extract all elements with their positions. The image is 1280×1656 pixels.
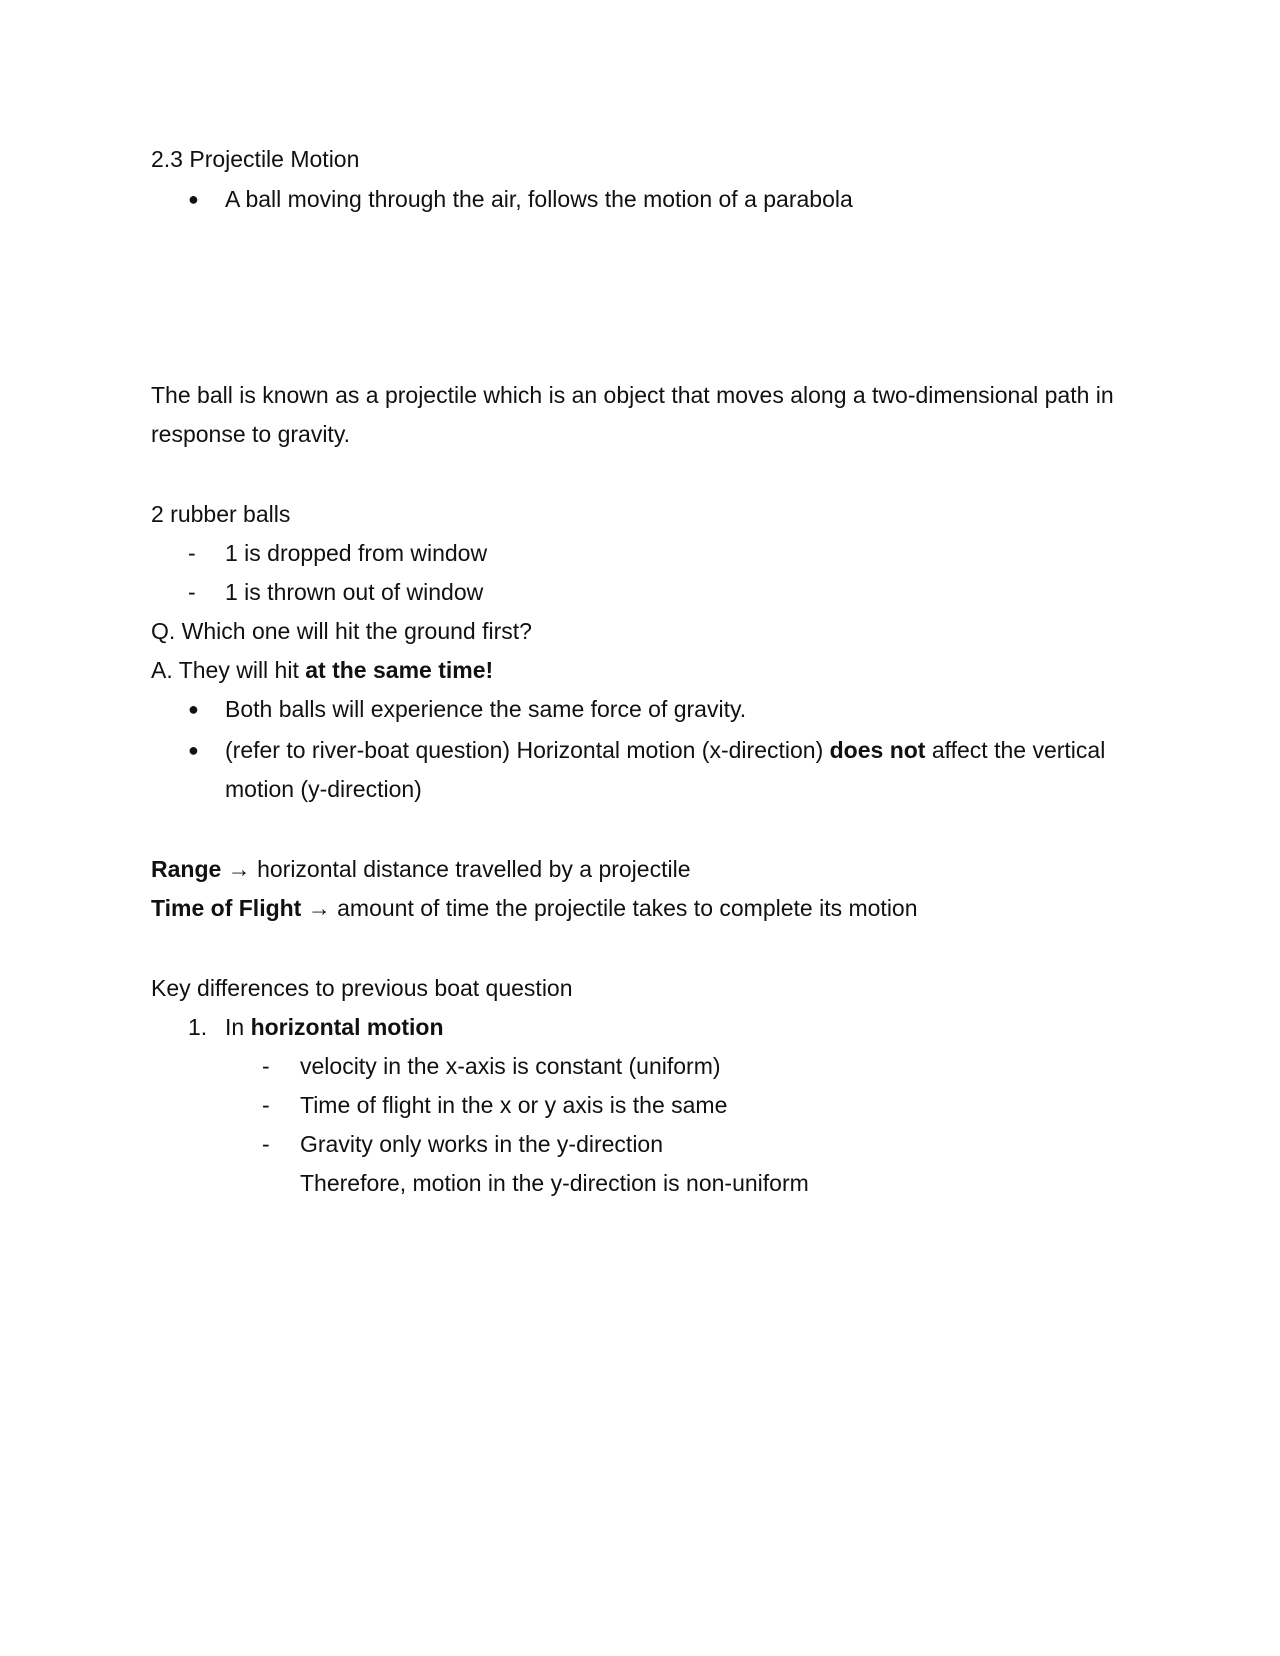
range-definition (151, 850, 690, 889)
bullet-icon: ● (188, 189, 199, 209)
therefore-text: Therefore, motion in the y-direction is non-uniform (300, 1170, 809, 1196)
intro-bullet-text: A ball moving through the air, follows the motion of a parabola (225, 186, 853, 212)
answer-bullet-2 (225, 731, 1105, 770)
answer-bullet-2-pre: (refer to river-boat question) Horizontal motion (x-direction) (225, 737, 830, 763)
answer-text (151, 651, 493, 690)
answer-bullet-1: Both balls will experience the same force of gravity. (225, 696, 747, 722)
tof-term: Time of Flight (151, 895, 302, 921)
sub-item: velocity in the x-axis is constant (uniform) (300, 1053, 721, 1079)
sub-item: Gravity only works in the y-direction (300, 1131, 664, 1157)
answer-prefix: A. They will hit (151, 657, 306, 683)
numbered-item-1 (225, 1008, 444, 1047)
projectile-definition-line1: The ball is known as a projectile which is an object that moves along a two-dimensional path in (151, 382, 1114, 408)
section-heading: 2.3 Projectile Motion (151, 146, 360, 172)
answer-bold: at the same time! (305, 657, 494, 683)
bullet-icon: ● (188, 740, 199, 760)
range-term: Range (151, 856, 222, 882)
list-number: 1. (188, 1014, 208, 1040)
dash-icon: - (188, 579, 196, 605)
key-differences-heading: Key differences to previous boat question (151, 975, 573, 1001)
answer-bullet-2-line2: motion (y-direction) (225, 776, 422, 802)
numbered-item-prefix: In (225, 1014, 251, 1040)
range-def: → horizontal distance travelled by a projectile (221, 856, 691, 882)
projectile-definition-line2: response to gravity. (151, 421, 351, 447)
question-text: Q. Which one will hit the ground first? (151, 618, 532, 644)
dash-item: 1 is thrown out of window (225, 579, 484, 605)
dash-icon: - (188, 540, 196, 566)
tof-def: → amount of time the projectile takes to complete its motion (301, 895, 918, 921)
time-of-flight-definition (151, 889, 918, 928)
dash-icon: - (262, 1092, 270, 1118)
answer-bullet-2-bold: does not (829, 737, 926, 763)
bullet-icon: ● (188, 699, 199, 719)
dash-icon: - (262, 1053, 270, 1079)
answer-bullet-2-post: affect the vertical (925, 737, 1106, 763)
rubber-balls-heading: 2 rubber balls (151, 501, 291, 527)
sub-item: Time of flight in the x or y axis is the same (300, 1092, 728, 1118)
dash-item: 1 is dropped from window (225, 540, 488, 566)
numbered-item-bold: horizontal motion (250, 1014, 444, 1040)
dash-icon: - (262, 1131, 270, 1157)
